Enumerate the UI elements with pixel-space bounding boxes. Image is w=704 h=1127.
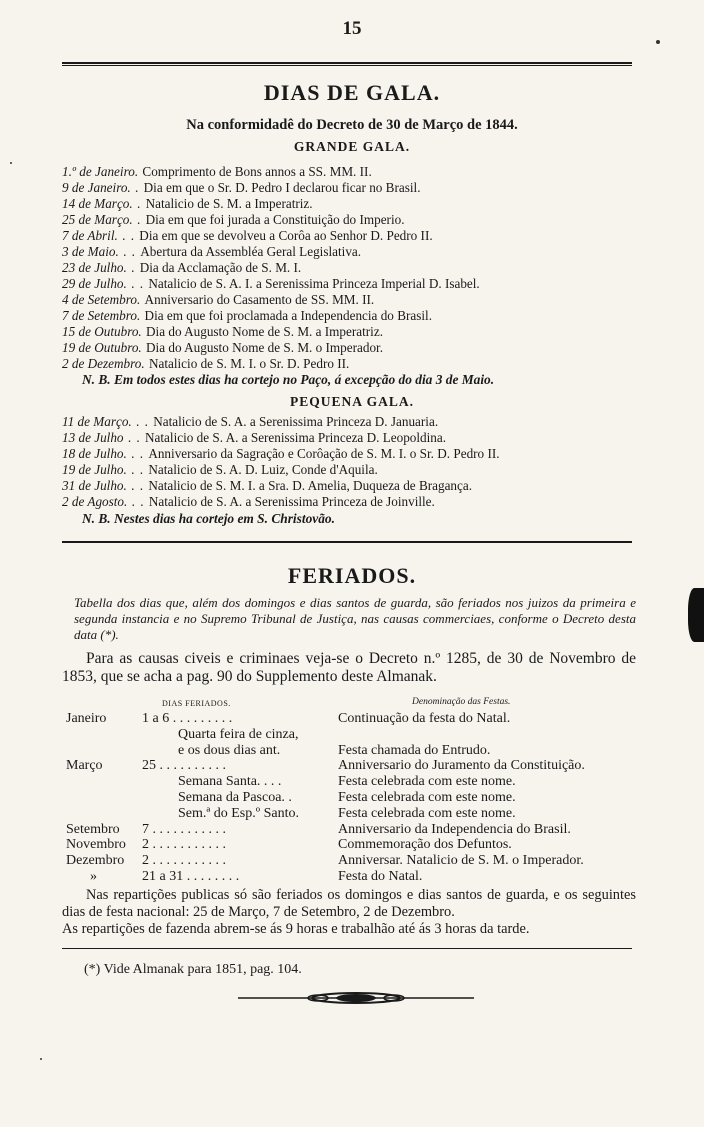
gala-date: 18 de Julho. bbox=[62, 446, 127, 461]
gala-date: 15 de Outubro. bbox=[62, 324, 142, 339]
feriado-name: Continuação da festa do Natal. bbox=[338, 711, 511, 726]
gala-description: Anniversario do Casamento de SS. MM. II. bbox=[144, 292, 375, 307]
feriado-date: 2 . . . . . . . . . . . bbox=[142, 837, 226, 853]
gala-date: 2 de Dezembro. bbox=[62, 356, 145, 371]
feriado-month: » bbox=[90, 869, 97, 884]
gala-date: 4 de Setembro. bbox=[62, 292, 141, 307]
page-number: 15 bbox=[342, 18, 362, 39]
gala-date: 7 de Setembro. bbox=[62, 308, 141, 323]
top-rule bbox=[62, 62, 632, 64]
gala-description: Dia em que foi jurada a Constituição do Imperio. bbox=[145, 212, 405, 227]
closing-line-1: Nas repartições publicas só são feriados os domingos e dias santos de guarda, e os seguintes dias de festa nacional: 25 de Março, 7 de Setembro, 2 de Dezembro. bbox=[62, 887, 636, 920]
gala-date: 3 de Maio. bbox=[62, 244, 119, 259]
gala-description: Natalicio de S. A. D. Luiz, Conde d'Aquila. bbox=[148, 462, 378, 477]
gala-description: Dia do Augusto Nome de S. M. a Imperatriz. bbox=[146, 324, 383, 339]
gala-leader: . . bbox=[117, 228, 140, 243]
grande-gala-row bbox=[62, 356, 637, 372]
gala-description: Anniversario da Sagração e Corôação de S. M. I. o Sr. D. Pedro II. bbox=[148, 446, 500, 461]
feriado-name: Anniversario da Independencia do Brasil. bbox=[338, 821, 571, 837]
gala-description: Natalicio de S. A. a Serenissima Princeza D. Leopoldina. bbox=[145, 430, 447, 445]
feriado-date: 7 . . . . . . . . . . . bbox=[142, 821, 226, 837]
gala-date: 25 de Março. bbox=[62, 212, 133, 227]
grande-gala-row bbox=[62, 244, 637, 260]
grande-gala-row bbox=[62, 180, 637, 196]
feriado-name: Festa chamada do Entrudo. bbox=[338, 742, 491, 758]
gala-description: Natalicio de S. M. a Imperatriz. bbox=[145, 196, 313, 211]
gala-description: Dia do Augusto Nome de S. M. o Imperador. bbox=[146, 340, 384, 355]
gala-leader: . . bbox=[126, 446, 149, 461]
feriado-name: Anniversario do Juramento da Constituição. bbox=[338, 758, 585, 774]
feriado-month: Janeiro bbox=[66, 711, 107, 726]
gala-date: 29 de Julho. bbox=[62, 276, 127, 291]
gala-leader: . . bbox=[118, 244, 141, 259]
gala-description: Dia em que foi proclamada a Independencia do Brasil. bbox=[144, 308, 432, 323]
feriado-month: Dezembro bbox=[66, 853, 125, 869]
grande-gala-row bbox=[62, 340, 637, 356]
paragraph-text: Para as causas civeis e criminaes veja-se o Decreto n.º 1285, de 30 de Novembro de 1853, que se acha a pag. 90 do Supplemento deste Almanak. bbox=[62, 650, 636, 685]
footnote: (*) Vide Almanak para 1851, pag. 104. bbox=[84, 962, 302, 977]
gala-leader: . . bbox=[131, 414, 154, 429]
gala-date: 1.º de Janeiro. bbox=[62, 164, 139, 179]
grande-gala-note: N. B. Em todos estes dias ha cortejo no Paço, á excepção do dia 3 de Maio. bbox=[82, 372, 495, 387]
gala-date: 31 de Julho. bbox=[62, 478, 127, 493]
grande-gala-row bbox=[62, 260, 637, 276]
section-divider bbox=[62, 541, 632, 543]
feriado-date: Quarta feira de cinza, bbox=[178, 726, 299, 742]
gala-description: Abertura da Assembléa Geral Legislativa. bbox=[140, 244, 362, 259]
gala-date: 19 de Julho. bbox=[62, 462, 127, 477]
feriados-closing bbox=[62, 887, 636, 938]
feriado-name: Anniversar. Natalicio de S. M. o Imperador. bbox=[338, 853, 584, 869]
ornament-divider bbox=[238, 992, 474, 1004]
gala-date: 23 de Julho. bbox=[62, 260, 127, 275]
top-rule-thin bbox=[62, 65, 632, 66]
pequena-gala-row bbox=[62, 446, 637, 462]
feriados-paragraph bbox=[62, 650, 636, 686]
pequena-gala-row bbox=[62, 430, 637, 446]
feriado-date: Semana da Pascoa. . bbox=[178, 790, 292, 805]
grande-gala-row bbox=[62, 164, 637, 180]
gala-description: Dia da Acclamação de S. M. I. bbox=[139, 260, 302, 275]
footnote-rule bbox=[62, 948, 632, 949]
feriado-date: 2 . . . . . . . . . . . bbox=[142, 853, 226, 869]
gala-leader: . bbox=[132, 196, 146, 211]
pequena-gala-row bbox=[62, 478, 637, 494]
pequena-gala-row bbox=[62, 414, 637, 430]
gala-description: Dia em que se devolveu a Corôa ao Senhor D. Pedro II. bbox=[139, 228, 433, 243]
gala-description: Dia em que o Sr. D. Pedro I declarou ficar no Brasil. bbox=[143, 180, 421, 195]
gala-description: Natalicio de S. M. I. o Sr. D. Pedro II. bbox=[148, 356, 350, 371]
page-edge-blot bbox=[688, 588, 704, 642]
pequena-gala-row bbox=[62, 462, 637, 478]
dias-de-gala-title: DIAS DE GALA. bbox=[263, 80, 441, 105]
gala-leader: . . bbox=[123, 430, 146, 445]
gala-date: 19 de Outubro. bbox=[62, 340, 142, 355]
gala-description: Comprimento de Bons annos a SS. MM. II. bbox=[142, 164, 372, 179]
feriado-date: 21 a 31 . . . . . . . . bbox=[142, 869, 240, 884]
feriados-intro: Tabella dos dias que, além dos domingos e dias santos de guarda, são feriados nos juizos da primeira e segunda instancia e no Supremo Tribunal de Justiça, nas causas commerciaes, conforme o Decreto desta data (*). bbox=[74, 595, 636, 642]
feriado-name: Festa celebrada com este nome. bbox=[338, 790, 516, 805]
feriado-month: Setembro bbox=[66, 821, 120, 837]
ink-speck bbox=[40, 1058, 42, 1060]
gala-date: 2 de Agosto. bbox=[62, 494, 128, 509]
feriado-date: Sem.ª do Esp.º Santo. bbox=[178, 805, 299, 821]
gala-date: 9 de Janeiro. bbox=[62, 180, 131, 195]
feriado-name: Commemoração dos Defuntos. bbox=[338, 837, 512, 853]
gala-description: Natalicio de S. A. I. a Serenissima Princeza Imperial D. Isabel. bbox=[148, 276, 480, 291]
gala-leader: . bbox=[126, 260, 140, 275]
gala-description: Natalicio de S. A. a Serenissima Princeza de Joinville. bbox=[148, 494, 435, 509]
feriado-name: Festa celebrada com este nome. bbox=[338, 774, 516, 790]
gala-date: 13 de Julho bbox=[62, 430, 124, 445]
ink-speck bbox=[656, 40, 660, 44]
gala-leader: . bbox=[132, 212, 146, 227]
grande-gala-heading: GRANDE GALA. bbox=[293, 139, 411, 154]
pequena-gala-heading: PEQUENA GALA. bbox=[289, 394, 414, 409]
grande-gala-row bbox=[62, 276, 637, 292]
closing-line-2: As repartições de fazenda abrem-se ás 9 horas e trabalhão até ás 3 horas da tarde. bbox=[62, 921, 530, 937]
feriado-date: 25 . . . . . . . . . . bbox=[142, 758, 226, 774]
pequena-gala-row bbox=[62, 494, 637, 510]
feriado-date: Semana Santa. . . . bbox=[178, 774, 282, 790]
gala-date: 7 de Abril. bbox=[62, 228, 118, 243]
gala-leader: . bbox=[130, 180, 144, 195]
grande-gala-row bbox=[62, 292, 637, 308]
feriado-month: Março bbox=[66, 758, 103, 774]
ink-speck bbox=[10, 162, 12, 164]
gala-leader: . . bbox=[126, 276, 149, 291]
gala-leader: . . bbox=[126, 478, 149, 493]
gala-description: Natalicio de S. M. I. a Sra. D. Amelia, Duqueza de Bragança. bbox=[148, 478, 473, 493]
column-header-dates: DIAS FERIADOS. bbox=[162, 699, 231, 708]
feriado-date: 1 a 6 . . . . . . . . . bbox=[142, 711, 233, 726]
grande-gala-row bbox=[62, 308, 637, 324]
feriados-title: FERIADOS. bbox=[287, 563, 417, 588]
feriado-name: Festa do Natal. bbox=[338, 869, 423, 884]
gala-date: 14 de Março. bbox=[62, 196, 133, 211]
gala-leader: . . bbox=[126, 462, 149, 477]
gala-date: 11 de Março. bbox=[62, 414, 132, 429]
gala-description: Natalicio de S. A. a Serenissima Princeza D. Januaria. bbox=[153, 414, 439, 429]
feriado-name: Festa celebrada com este nome. bbox=[338, 805, 516, 821]
feriado-month: Novembro bbox=[66, 837, 126, 853]
grande-gala-row bbox=[62, 212, 637, 228]
grande-gala-row bbox=[62, 196, 637, 212]
column-header-names: Denominação das Festas. bbox=[412, 697, 511, 707]
gala-leader: . . bbox=[127, 494, 149, 509]
pequena-gala-note: N. B. Nestes dias ha cortejo em S. Christovão. bbox=[82, 511, 335, 526]
decree-subtitle: Na conformidadê do Decreto de 30 de Março de 1844. bbox=[186, 117, 518, 133]
grande-gala-row bbox=[62, 228, 637, 244]
feriado-date: e os dous dias ant. bbox=[178, 742, 281, 758]
grande-gala-row bbox=[62, 324, 637, 340]
